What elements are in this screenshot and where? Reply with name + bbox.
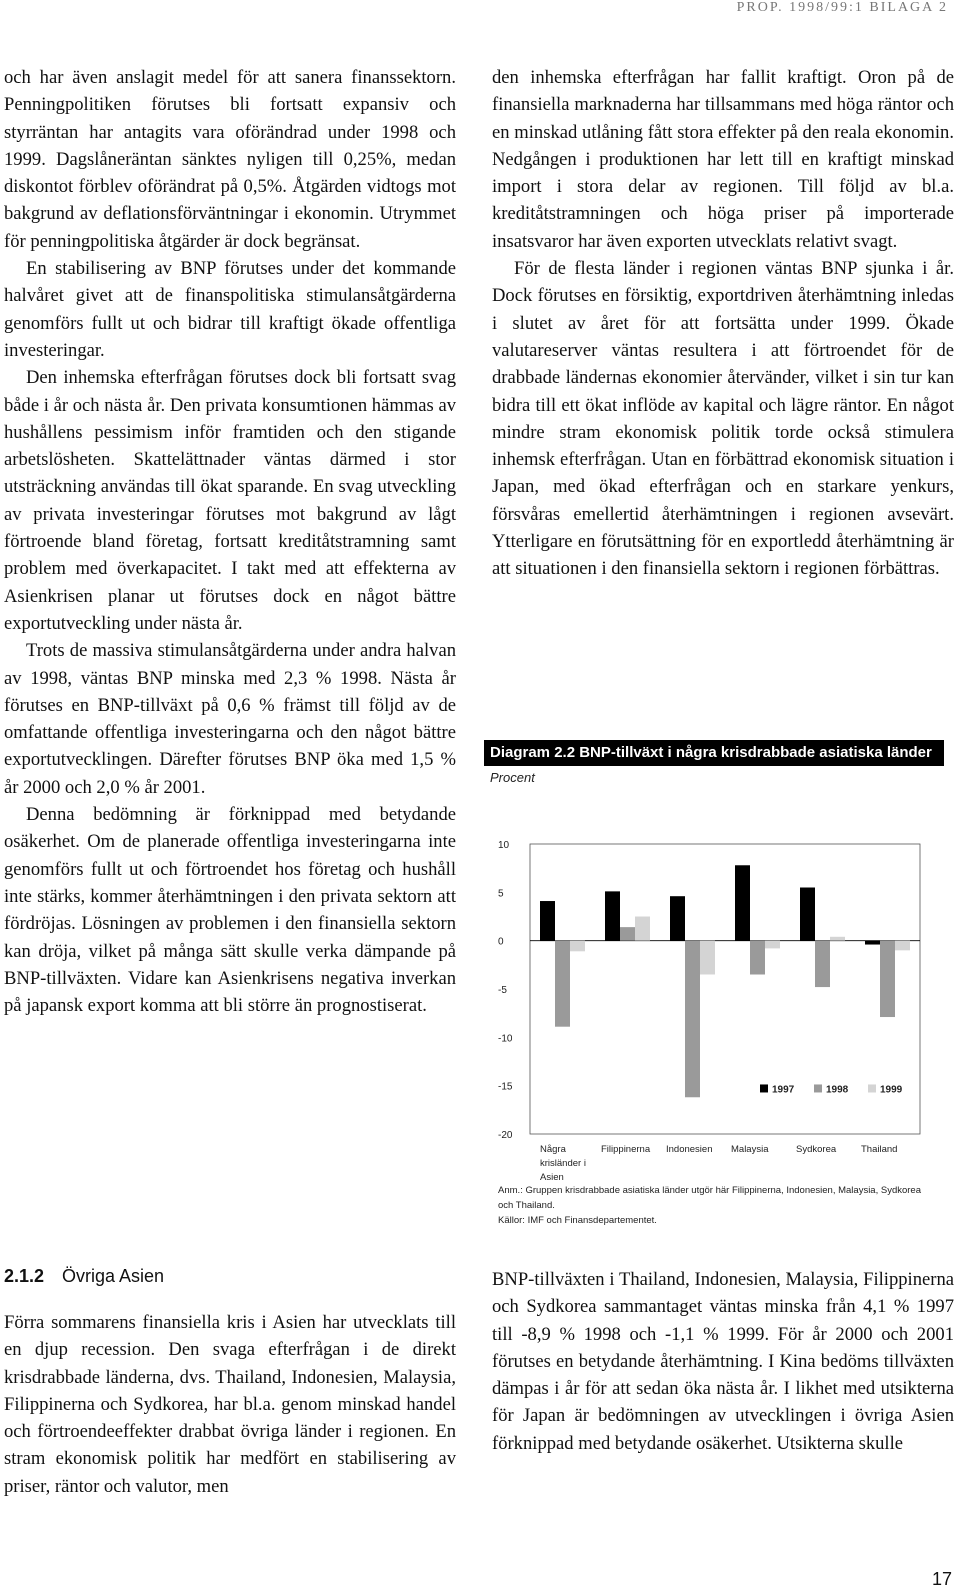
y-tick-label: 0 bbox=[498, 936, 504, 948]
category-label: Indonesien bbox=[666, 1144, 713, 1155]
bar-1997 bbox=[865, 941, 880, 945]
legend-swatch bbox=[868, 1084, 876, 1092]
bar-1998 bbox=[750, 941, 765, 975]
bar-1997 bbox=[540, 901, 555, 941]
right-column bbox=[492, 64, 954, 583]
diagram-note bbox=[498, 1183, 938, 1228]
paragraph: Denna bedömning är förknippad med betydande osäkerhet. Om de planerade offentliga investeringarna inte genomförs fullt ut och förtroendet hos företag och hushåll inte stärks, kommer återhämtningen i den privata sektorn att fördröjas. Lösningen av problemen i den finansiella sektorn kan dröja, vilket på många sätt skulle verka dämpande på BNP-tillväxten. Vidare kan Asienkrisens negativa inverkan på japansk export komma att bli större än prognostiserat. bbox=[4, 804, 456, 1017]
legend-swatch bbox=[814, 1084, 822, 1092]
diagram-2-2 bbox=[484, 740, 944, 1230]
bar-1999 bbox=[895, 941, 910, 951]
bar-1998 bbox=[880, 941, 895, 1017]
paragraph: En stabilisering av BNP förutses under det kommande halvåret givet att de finanspolitiska stimulansåtgärderna genomförs fullt ut och bidrar till kraftigt ökade offentliga investeringar. bbox=[4, 258, 456, 361]
y-tick-label: 10 bbox=[498, 840, 510, 851]
legend-swatch bbox=[760, 1084, 768, 1092]
y-tick-label: 5 bbox=[498, 888, 504, 900]
running-header: PROP. 1998/99:1 BILAGA 2 bbox=[736, 0, 948, 15]
paragraph: Trots de massiva stimulansåtgärderna under andra halvan av 1998, väntas BNP minska med 2,3 % 1998. Nästa år förutses en BNP-tillväxt på 0,6 % främst till följd av de omfattande offentliga investeringarna och den något bättre exportutvecklingen. Därefter förutses BNP öka med 1,5 % år 2000 och 2,0 % år 2001. bbox=[4, 640, 456, 798]
note-label: Anm. bbox=[498, 1185, 521, 1196]
paragraph: och har även anslagit medel för att sanera finanssektorn. Penningpolitiken förutses bli fortsatt expansiv och styrräntan har antagits vara oförändrad under 1998 och 1999. Dagslåneräntan sänktes nyligen till 0,25%, medan diskontot förblev oförändrat på 0,5%. Åtgärden vidtogs mot bakgrund av deflationsförväntningar i ekonomin. Utrymmet för penningpolitiska åtgärder är dock begränsat. bbox=[4, 67, 456, 252]
diagram-unit: Procent bbox=[490, 770, 535, 785]
bar-1997 bbox=[605, 891, 620, 940]
bar-1999 bbox=[635, 917, 650, 941]
sources-text: Källor: IMF och Finansdepartementet. bbox=[498, 1215, 657, 1226]
legend-label: 1997 bbox=[772, 1084, 795, 1096]
page-number: 17 bbox=[931, 1569, 952, 1589]
bar-1998 bbox=[815, 941, 830, 987]
y-tick-label: -20 bbox=[498, 1130, 513, 1141]
section-title: Övriga Asien bbox=[62, 1266, 165, 1286]
category-label: Asien bbox=[540, 1172, 564, 1183]
left-column bbox=[4, 64, 456, 1019]
right-bottom-paragraph: BNP-tillväxten i Thailand, Indonesien, Malaysia, Filippinerna och Sydkorea sammantaget väntas minska från 4,1 % 1997 till -8,9 % 1998 och -1,1 % 1999. För år 2000 och 2001 förutses en betydande återhämtning. I Kina bedöms tillväxten dämpas i år för att sedan öka nästa år. I likhet med utsikterna för Japan är bedömningen av utvecklingen i övriga Asien förknippad med betydande osäkerhet. Utsikterna skulle bbox=[492, 1269, 954, 1454]
category-label: Malaysia bbox=[731, 1144, 769, 1155]
section-number: 2.1.2 bbox=[4, 1266, 45, 1286]
category-label: Sydkorea bbox=[796, 1144, 837, 1155]
section-body: Förra sommarens finansiella kris i Asien har utvecklats till en djup recession. Den svaga efterfrågan i de direkt krisdrabbade länderna, dvs. Thailand, Indonesien, Malaysia, Filippinerna och Sydkorea, har bl.a. genom minskad handel och förtroendeeffekter drabbat övriga länder i regionen. En stram ekonomisk politik har medfört en stabilisering av priser, räntor och valutor, men bbox=[4, 1312, 456, 1497]
bar-1998 bbox=[620, 927, 635, 941]
bar-1997 bbox=[670, 896, 685, 940]
paragraph: den inhemska efterfrågan har fallit kraftigt. Oron på de finansiella marknaderna har tillsammans med höga räntor och en minskad utlåning fått stora effekter på den reala ekonomin. Nedgången i produktionen har lett till en kraftigt minskad import i stora delar av regionen. Till följd av bl.a. kreditåtstramningen och höga priser på importerade insatsvaror har även exporten utvecklats relativt svagt. bbox=[492, 67, 954, 252]
legend-label: 1998 bbox=[826, 1084, 849, 1096]
bar-1999 bbox=[570, 941, 585, 952]
category-label: Thailand bbox=[861, 1144, 898, 1155]
bar-1999 bbox=[700, 941, 715, 975]
bar-1999 bbox=[830, 937, 845, 941]
y-tick-label: -5 bbox=[498, 985, 507, 996]
paragraph: För de flesta länder i regionen väntas BNP sjunka i år. Dock förutses en försiktig, exportdriven återhämtning inledas i slutet av året för att fortsätta under 1999. Ökade valutareserver väntas resultera i att förtroendet för de drabbade ländernas ekonomier återvänder, vilket i sin tur kan bidra till ett ökat inflöde av kapital och lägre räntor. En något mindre stram ekonomisk politik torde också stimulera inhemsk efterfrågan. Utan en förbättrad ekonomisk situation i Japan, med ökad efterfrågan och en starkare yenkurs, försvåras emellertid återhämtningen i regionen avsevärt. Ytterligare en förutsättning för en exportledd återhämtning är att situationen i den finansiella sektorn i regionen förbättras. bbox=[492, 258, 954, 580]
note-text: : Gruppen krisdrabbade asiatiska länder utgör här Filippinerna, Indonesien, Malaysia, Sydkorea och Thailand. bbox=[498, 1185, 921, 1211]
section-2-1-2 bbox=[4, 1266, 456, 1500]
bar-chart bbox=[484, 814, 944, 1184]
bar-1997 bbox=[735, 865, 750, 940]
bar-1999 bbox=[765, 941, 780, 949]
category-label: Filippinerna bbox=[601, 1144, 651, 1155]
y-tick-label: -10 bbox=[498, 1033, 513, 1045]
y-tick-label: -15 bbox=[498, 1081, 513, 1093]
plot-frame bbox=[530, 844, 920, 1134]
legend-label: 1999 bbox=[880, 1084, 903, 1096]
paragraph: Den inhemska efterfrågan förutses dock bli fortsatt svag både i år och nästa år. Den privata konsumtionen hämmas av hushållens pessimism inför framtiden och den stigande arbetslösheten. Skattelättnader väntas därmed i stor utsträckning användas till ökat sparande. En svag utveckling av privata investeringar förutses mot bakgrund av lågt förtroende bland företag, fortsatt kreditåtstramning samt problem med överkapacitet. I takt med att effekterna av Asienkrisen planar ut förutses dock en något bättre exportutveckling under nästa år. bbox=[4, 367, 456, 634]
category-label: krisländer i bbox=[540, 1158, 586, 1169]
category-label: Några bbox=[540, 1144, 566, 1155]
section-heading bbox=[4, 1266, 456, 1287]
bar-1998 bbox=[685, 941, 700, 1098]
bar-1998 bbox=[555, 941, 570, 1027]
bar-1997 bbox=[800, 888, 815, 941]
diagram-title: Diagram 2.2 BNP-tillväxt i några krisdrabbade asiatiska länder bbox=[484, 740, 944, 766]
